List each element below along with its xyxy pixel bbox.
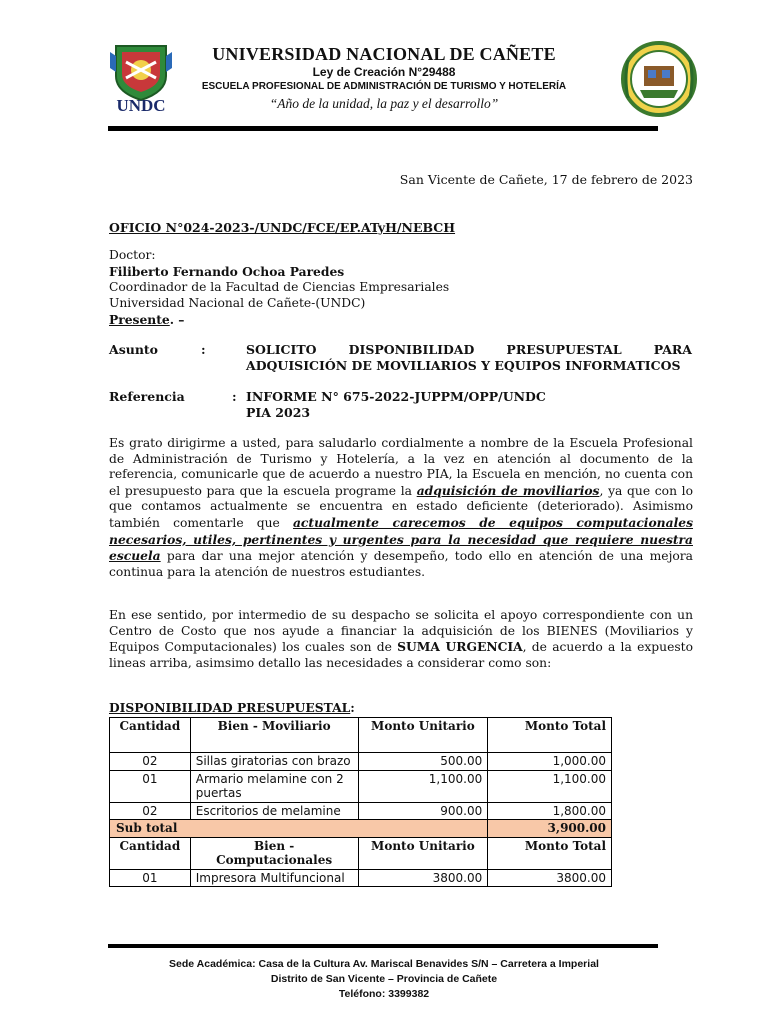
asunto-text — [246, 342, 692, 373]
recipient-institution: Universidad Nacional de Cañete-(UNDC) — [109, 296, 366, 310]
paragraph1-text-b: , ya que con lo que contamos actualmente se encuentra en estado deficiente (deteriorado). Asimismo también comentarle que — [109, 483, 693, 530]
paragraph-context — [109, 436, 693, 580]
row-unit: 500.00 — [358, 753, 488, 771]
subtotal-value: 3,900.00 — [488, 820, 612, 838]
creation-law: Ley de Creación N°29488 — [312, 65, 456, 79]
row-unit: 3800.00 — [358, 869, 488, 887]
recipient-role: Coordinador de la Facultad de Ciencias Empresariales — [109, 280, 450, 294]
paragraph-request — [109, 608, 693, 671]
referencia-line-1: INFORME N° 675-2022-JUPPM/OPP/UNDC — [246, 389, 546, 404]
header-total-price: Monto Total — [488, 718, 612, 753]
footer-address: Sede Académica: Casa de la Cultura Av. Mariscal Benavides S/N – Carretera a Imperial — [169, 958, 599, 970]
year-motto: “Año de la unidad, la paz y el desarrollo” — [269, 96, 499, 111]
header-quantity: Cantidad — [110, 837, 191, 869]
row-unit: 900.00 — [358, 802, 488, 820]
table-row — [110, 802, 612, 820]
school-seal-logo — [620, 40, 698, 118]
budget-table — [109, 717, 612, 887]
logo-left-text: UNDC — [116, 96, 166, 115]
presente-word: Presente — [109, 312, 170, 327]
referencia-line-2: PIA 2023 — [246, 404, 311, 420]
row-unit: 1,100.00 — [358, 770, 488, 802]
row-total: 1,000.00 — [488, 753, 612, 771]
row-total: 1,800.00 — [488, 802, 612, 820]
addressee-block — [109, 248, 669, 328]
row-item: Sillas giratorias con brazo — [190, 753, 358, 771]
referencia-colon: : — [232, 389, 237, 404]
asunto-line-1: SOLICITO DISPONIBILIDAD PRESUPUESTAL PARA — [246, 342, 692, 357]
footer-rule — [108, 944, 658, 948]
budget-heading-text: DISPONIBILIDAD PRESUPUESTAL — [109, 700, 351, 715]
presente-suffix: . – — [169, 312, 185, 327]
subtotal-row — [110, 820, 612, 838]
paragraph2-text-b: , de acuerdo a la expuesto lineas arriba, asimsimo detallo las necesidades a considerar como son: — [109, 640, 693, 670]
row-item: Armario melamine con 2 puertas — [190, 770, 358, 802]
subtotal-label: Sub total — [110, 820, 488, 838]
asunto-label: Asunto — [109, 342, 159, 357]
oficio-number: OFICIO N°024-2023-/UNDC/FCE/EP.ATyH/NEBCH — [109, 220, 456, 235]
header-unit-price: Monto Unitario — [358, 718, 488, 753]
paragraph1-emphasis-equipment: actualmente carecemos de equipos computacionales necesarios, utiles, pertinentes y urgentes para la necesidad que requiere nuestra escuela — [109, 514, 694, 564]
row-qty: 02 — [110, 802, 191, 820]
urgency-emphasis: SUMA URGENCIA — [397, 639, 523, 655]
header-total-price: Monto Total — [488, 837, 612, 869]
header-quantity: Cantidad — [110, 718, 191, 753]
asunto-line-2: ADQUISICIÓN DE MOVILIARIOS Y EQUIPOS INFORMATICOS — [246, 357, 681, 373]
university-title: UNIVERSIDAD NACIONAL DE CAÑETE — [212, 44, 556, 64]
row-total: 3800.00 — [488, 869, 612, 887]
computer-header-row — [110, 837, 612, 869]
presente-line — [109, 312, 669, 328]
referencia-text — [246, 389, 692, 420]
header-rule — [108, 126, 658, 131]
row-item: Escritorios de melamine — [190, 802, 358, 820]
salutation: Doctor: — [109, 248, 156, 262]
paragraph1-text-c: para dar una mejor atención y desempeño, todo ello en atención de una mejora continua para la atención de nuestros estudiantes. — [109, 549, 693, 579]
recipient-name: Filiberto Fernando Ochoa Paredes — [109, 264, 345, 279]
paragraph1-emphasis-furniture: adquisición de moviliarios — [416, 482, 600, 498]
row-item: Impresora Multifuncional — [190, 869, 358, 887]
header-item-computers: Bien - Computacionales — [190, 837, 358, 869]
footer-district: Distrito de San Vicente – Provincia de Cañete — [270, 973, 498, 985]
paragraph2-text-a: En ese sentido, por intermedio de su despacho se solicita el apoyo correspondiente con un Centro de Costo que nos ayude a financiar la adquisición de los BIENES (Moviliarios y Equipos Computacionales) los cuales son de — [109, 608, 693, 655]
furniture-header-row — [110, 718, 612, 753]
paragraph1-text-a: Es grato dirigirme a usted, para saludarlo cordialmente a nombre de la Escuela Profesional de Administración de Turismo y Hotelería, a la vez en atención al documento de la referencia, comunicarle que de acuerdo a nuestro PIA, la Escuela en mención, no cuenta con el presupuesto para que la escuela programe la — [109, 436, 693, 498]
asunto-colon: : — [201, 342, 206, 357]
footer-phone: Teléfono: 3399382 — [338, 988, 430, 1000]
header-item-furniture: Bien - Moviliario — [190, 718, 358, 753]
budget-heading-suffix: : — [350, 700, 355, 715]
table-row — [110, 753, 612, 771]
row-qty: 02 — [110, 753, 191, 771]
referencia-label: Referencia — [109, 389, 185, 404]
table-row — [110, 770, 612, 802]
table-row — [110, 869, 612, 887]
school-name: ESCUELA PROFESIONAL DE ADMINISTRACIÓN DE TURISMO Y HOTELERÍA — [201, 81, 567, 92]
row-qty: 01 — [110, 770, 191, 802]
row-total: 1,100.00 — [488, 770, 612, 802]
header-unit-price: Monto Unitario — [358, 837, 488, 869]
undc-logo — [108, 42, 174, 114]
row-qty: 01 — [110, 869, 191, 887]
document-date: San Vicente de Cañete, 17 de febrero de 2023 — [399, 172, 693, 187]
budget-heading — [109, 700, 355, 716]
